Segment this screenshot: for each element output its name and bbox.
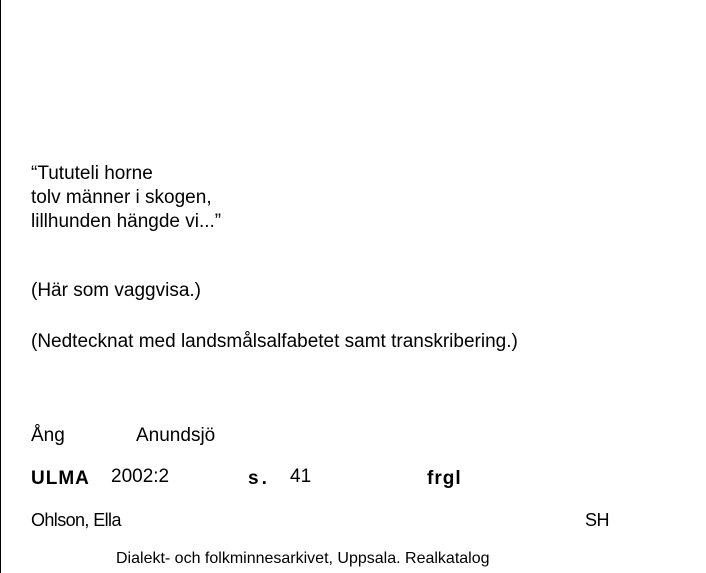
informant-name: Ohlson, Ella (31, 510, 121, 530)
archive-label: ULMA (31, 468, 90, 489)
verse-line-2: tolv männer i skogen, (31, 187, 212, 208)
province-code: Ång (31, 425, 65, 446)
signature-initials: SH (585, 510, 610, 530)
category-code: frgl (427, 468, 462, 489)
card-left-edge (0, 0, 1, 573)
archive-number: 2002:2 (111, 466, 170, 487)
verse-line-3: lillhunden hängde vi...” (31, 211, 222, 232)
genre-note: (Här som vaggvisa.) (31, 280, 201, 301)
archive-footer: Dialekt- och folkminnesarkivet, Uppsala. Realkatalog (116, 550, 490, 567)
page-label: s. (248, 468, 270, 489)
parish-name: Anundsjö (136, 425, 216, 446)
verse-line-1: “Tututeli horne (31, 163, 153, 184)
page-number: 41 (290, 466, 312, 487)
verse-text (31, 162, 221, 234)
method-note: (Nedtecknat med landsmålsalfabetet samt transkribering.) (31, 331, 518, 352)
